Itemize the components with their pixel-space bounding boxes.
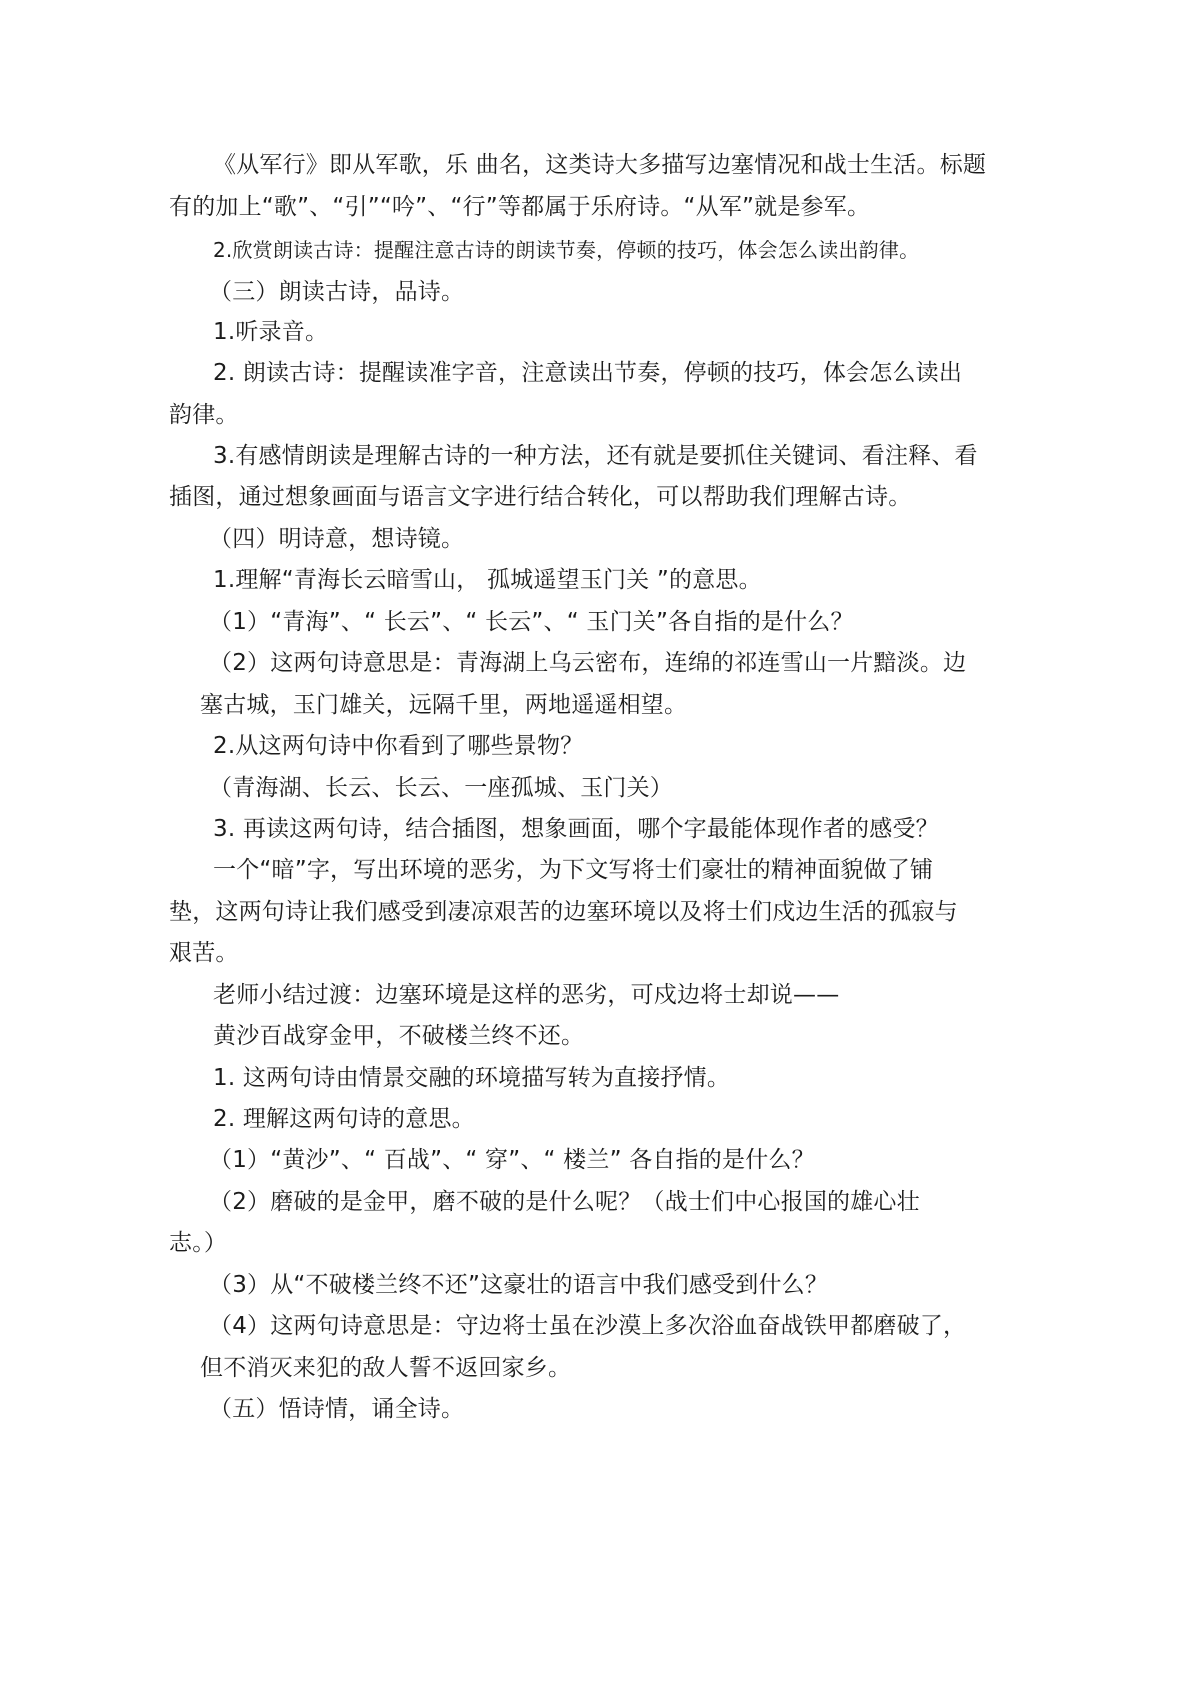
paragraph-line: 但不消灭来犯的敌人誓不返回家乡。 [200,1355,572,1381]
paragraph-line: 2. 朗读古诗：提醒读准字音，注意读出节奏，停顿的技巧，体会怎么读出 [213,360,963,386]
paragraph-line: （青海湖、长云、长云、一座孤城、玉门关） [209,775,673,801]
paragraph-line: （1）“黄沙”、“ 百战”、“ 穿”、“ 楼兰” 各自指的是什么？ [209,1147,815,1173]
paragraph-line: （1）“青海”、“ 长云”、“ 长云”、“ 玉门关”各自指的是什么？ [209,609,854,635]
paragraph-line: 3. 再读这两句诗，结合插图，想象画面，哪个字最能体现作者的感受？ [213,816,939,842]
paragraph-line: 1.理解“青海长云暗雪山， 孤城遥望玉门关 ”的意思。 [213,567,762,593]
paragraph-line: 1. 这两句诗由情景交融的环境描写转为直接抒情。 [213,1065,731,1091]
paragraph-line: 艰苦。 [169,940,239,966]
paragraph-line: 黄沙百战穿金甲，不破楼兰终不还。 [213,1023,585,1049]
paragraph-line: （3）从“不破楼兰终不还”这豪壮的语言中我们感受到什么？ [209,1272,829,1298]
paragraph-line: 垫，这两句诗让我们感受到凄凉艰苦的边塞环境以及将士们戍边生活的孤寂与 [169,899,958,925]
paragraph-line: 老师小结过渡：边塞环境是这样的恶劣，可戍边将士却说—— [213,982,840,1008]
paragraph-line: 1.听录音。 [213,319,329,345]
paragraph-line: 2.欣赏朗读古诗：提醒注意古诗的朗读节奏，停顿的技巧，体会怎么读出韵律。 [213,238,920,262]
paragraph-line: 韵律。 [169,402,239,428]
paragraph-line: 一个“暗”字，写出环境的恶劣，为下文写将士们豪壮的精神面貌做了铺 [213,857,934,883]
paragraph-line: （2）磨破的是金甲，磨不破的是什么呢？（战士们中心报国的雄心壮 [209,1189,920,1215]
paragraph-line: 《从军行》即从军歌，乐 曲名，这类诗大多描写边塞情况和战士生活。标题 [213,152,987,178]
section-heading: （三）朗读古诗，品诗。 [209,279,465,305]
paragraph-line: 2.从这两句诗中你看到了哪些景物？ [213,733,584,759]
paragraph-line: （4）这两句诗意思是：守边将士虽在沙漠上多次浴血奋战铁甲都磨破了， [209,1313,967,1339]
section-heading: （五）悟诗情，诵全诗。 [209,1396,465,1422]
paragraph-line: 塞古城，玉门雄关，远隔千里，两地遥遥相望。 [200,692,688,718]
paragraph-line: （2）这两句诗意思是：青海湖上乌云密布，连绵的祁连雪山一片黯淡。边 [209,650,967,676]
paragraph-line: 志。） [169,1230,228,1256]
paragraph-line: 插图，通过想象画面与语言文字进行结合转化，可以帮助我们理解古诗。 [169,484,912,510]
section-heading: （四）明诗意，想诗镜。 [209,526,465,552]
paragraph-line: 2. 理解这两句诗的意思。 [213,1106,475,1132]
paragraph-line: 有的加上“歌”、“引”“吟”、“行”等都属于乐府诗。“从军”就是参军。 [169,194,871,220]
paragraph-line: 3.有感情朗读是理解古诗的一种方法，还有就是要抓住关键词、看注释、看 [213,443,978,469]
